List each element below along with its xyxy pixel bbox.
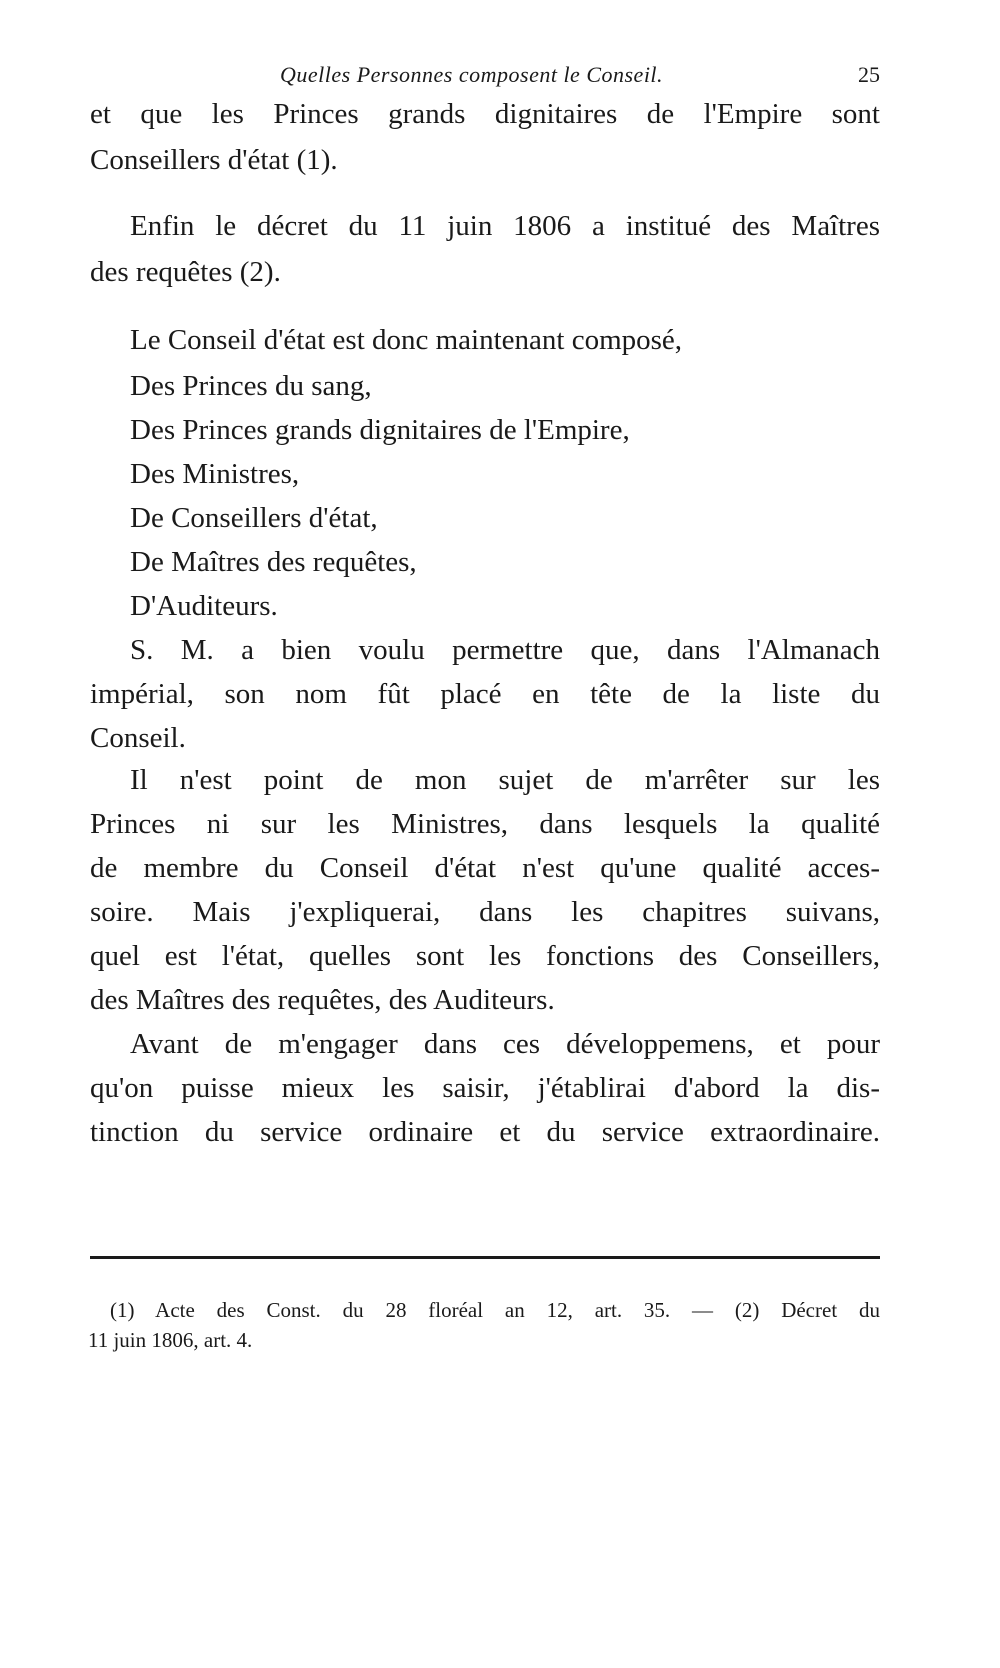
list-item: De Maîtres des requêtes, (130, 546, 417, 578)
list-item: Des Princes du sang, (130, 370, 372, 402)
text-line: et que les Princes grands dignitaires de l'Empire sont (90, 98, 880, 130)
text-line: Avant de m'engager dans ces développemens, et pour (130, 1028, 880, 1060)
running-title: Quelles Personnes composent le Conseil. (280, 62, 664, 87)
list-item: Le Conseil d'état est donc maintenant composé, (130, 324, 683, 356)
page-header (90, 62, 880, 92)
text-line: qu'on puisse mieux les saisir, j'établirai d'abord la dis- (90, 1072, 880, 1104)
text-line: S. M. a bien voulu permettre que, dans l'Almanach (130, 634, 880, 666)
footnote-line: (1) Acte des Const. du 28 floréal an 12, art. 35. — (2) Décret du (110, 1298, 880, 1322)
text-line: de membre du Conseil d'état n'est qu'une qualité acces- (90, 852, 880, 884)
list-item: De Conseillers d'état, (130, 502, 378, 534)
list-item: D'Auditeurs. (130, 590, 278, 622)
text-line: Conseil. (90, 722, 186, 754)
list-item: Des Ministres, (130, 458, 300, 490)
footnote-separator (90, 1256, 880, 1259)
text-line: des requêtes (2). (90, 256, 281, 288)
text-line: impérial, son nom fût placé en tête de la liste du (90, 678, 880, 710)
footnote-line: 11 juin 1806, art. 4. (88, 1328, 253, 1352)
text-line: soire. Mais j'expliquerai, dans les chapitres suivans, (90, 896, 880, 928)
text-line: quel est l'état, quelles sont les fonctions des Conseillers, (90, 940, 880, 972)
text-line: Il n'est point de mon sujet de m'arrêter sur les (130, 764, 880, 796)
text-line: tinction du service ordinaire et du service extraordinaire. (90, 1116, 880, 1148)
text-line: Enfin le décret du 11 juin 1806 a institué des Maîtres (130, 210, 880, 242)
text-line: des Maîtres des requêtes, des Auditeurs. (90, 984, 555, 1016)
page-number: 25 (858, 62, 880, 87)
list-item: Des Princes grands dignitaires de l'Empire, (130, 414, 630, 446)
text-line: Conseillers d'état (1). (90, 144, 338, 176)
text-line: Princes ni sur les Ministres, dans lesquels la qualité (90, 808, 880, 840)
